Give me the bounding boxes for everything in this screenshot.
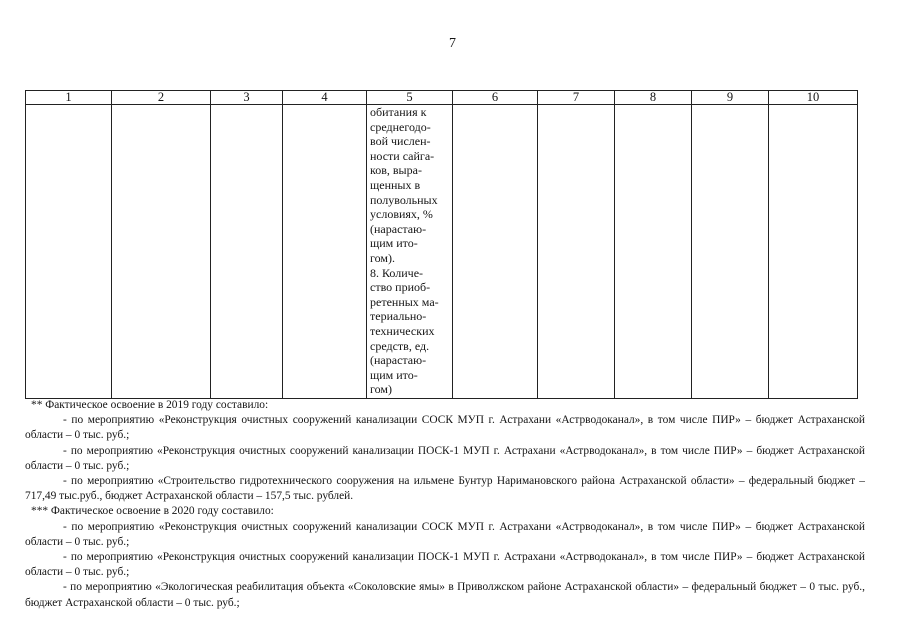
indicator-text [367,105,452,397]
indicator-line: ретенных ма- [370,294,439,309]
indicator-line: щим ито- [370,367,418,382]
column-header: 5 [367,91,453,105]
indicator-line: технических [370,323,435,338]
table-cell [211,105,283,399]
table-cell [769,105,858,399]
footnotes [25,398,865,611]
table-header-row [26,91,858,105]
column-header: 9 [692,91,769,105]
indicator-line: (нарастаю- [370,221,427,236]
indicator-line: обитания к [370,105,427,119]
indicator-cell [367,105,453,399]
footnote-item: - по мероприятию «Реконструкция очистных сооружений канализации СОСК МУП г. Астрахани «Астрводоканал», в том числе ПИР» – бюджет Астраханской области – 0 тыс. руб.; [25,414,865,442]
indicator-line: 8. Количе- [370,265,424,280]
table-cell [538,105,615,399]
indicator-line: териально- [370,309,427,324]
indicator-line: (нарастаю- [370,353,427,368]
footnote-heading-2020: *** Фактическое освоение в 2020 году составило: [31,505,274,518]
page-number: 7 [449,36,456,51]
indicator-line: щенных в [370,177,421,192]
column-header: 6 [453,91,538,105]
footnote-heading-2019: ** Фактическое освоение в 2019 году составило: [31,399,269,411]
indicator-line: среднегодо- [370,119,431,134]
footnote-item: - по мероприятию «Строительство гидротехнического сооружения на ильмене Бунтур Наримановского района Астраханской области» – федеральный бюджет – 717,49 тыс.руб., бюджет Астраханской области – 157,5 тыс. рублей. [25,475,865,503]
data-table [25,90,858,399]
indicator-line: щим ито- [370,236,418,251]
column-header: 8 [615,91,692,105]
footnote-item: - по мероприятию «Реконструкция очистных сооружений канализации ПОСК-1 МУП г. Астрахани «Астрводоканал», в том числе ПИР» – бюджет Астраханской области – 0 тыс. руб.; [25,551,865,579]
column-header: 7 [538,91,615,105]
indicator-line: ков, выра- [370,163,422,178]
footnote-item: - по мероприятию «Реконструкция очистных сооружений канализации СОСК МУП г. Астрахани «Астрводоканал», в том числе ПИР» – бюджет Астраханской области – 0 тыс. руб.; [25,520,865,548]
indicator-line: ности сайга- [370,148,435,163]
column-header: 1 [26,91,112,105]
column-header: 3 [211,91,283,105]
indicator-line: полувольных [370,192,438,207]
indicator-line: гом) [370,382,392,397]
column-header: 2 [112,91,211,105]
table-cell [283,105,367,399]
indicator-line: вой числен- [370,134,431,149]
footnote-item: - по мероприятию «Экологическая реабилитация объекта «Соколовские ямы» в Приволжском районе Астраханской области» – федеральный бюджет – 0 тыс. руб., бюджет Астраханской области – 0 тыс. руб.; [25,581,865,609]
footnote-item: - по мероприятию «Реконструкция очистных сооружений канализации ПОСК-1 МУП г. Астрахани «Астрводоканал», в том числе ПИР» – бюджет Астраханской области – 0 тыс. руб.; [25,444,865,472]
column-header: 4 [283,91,367,105]
table-cell [112,105,211,399]
table-cell [692,105,769,399]
table-cell [453,105,538,399]
indicator-line: ство приоб- [370,280,431,295]
table-cell [26,105,112,399]
column-header: 10 [769,91,858,105]
indicator-line: средств, ед. [370,338,430,353]
table-row [26,105,858,399]
table-cell [615,105,692,399]
indicator-line: условиях, % [370,207,433,222]
indicator-line: гом). [370,250,395,265]
